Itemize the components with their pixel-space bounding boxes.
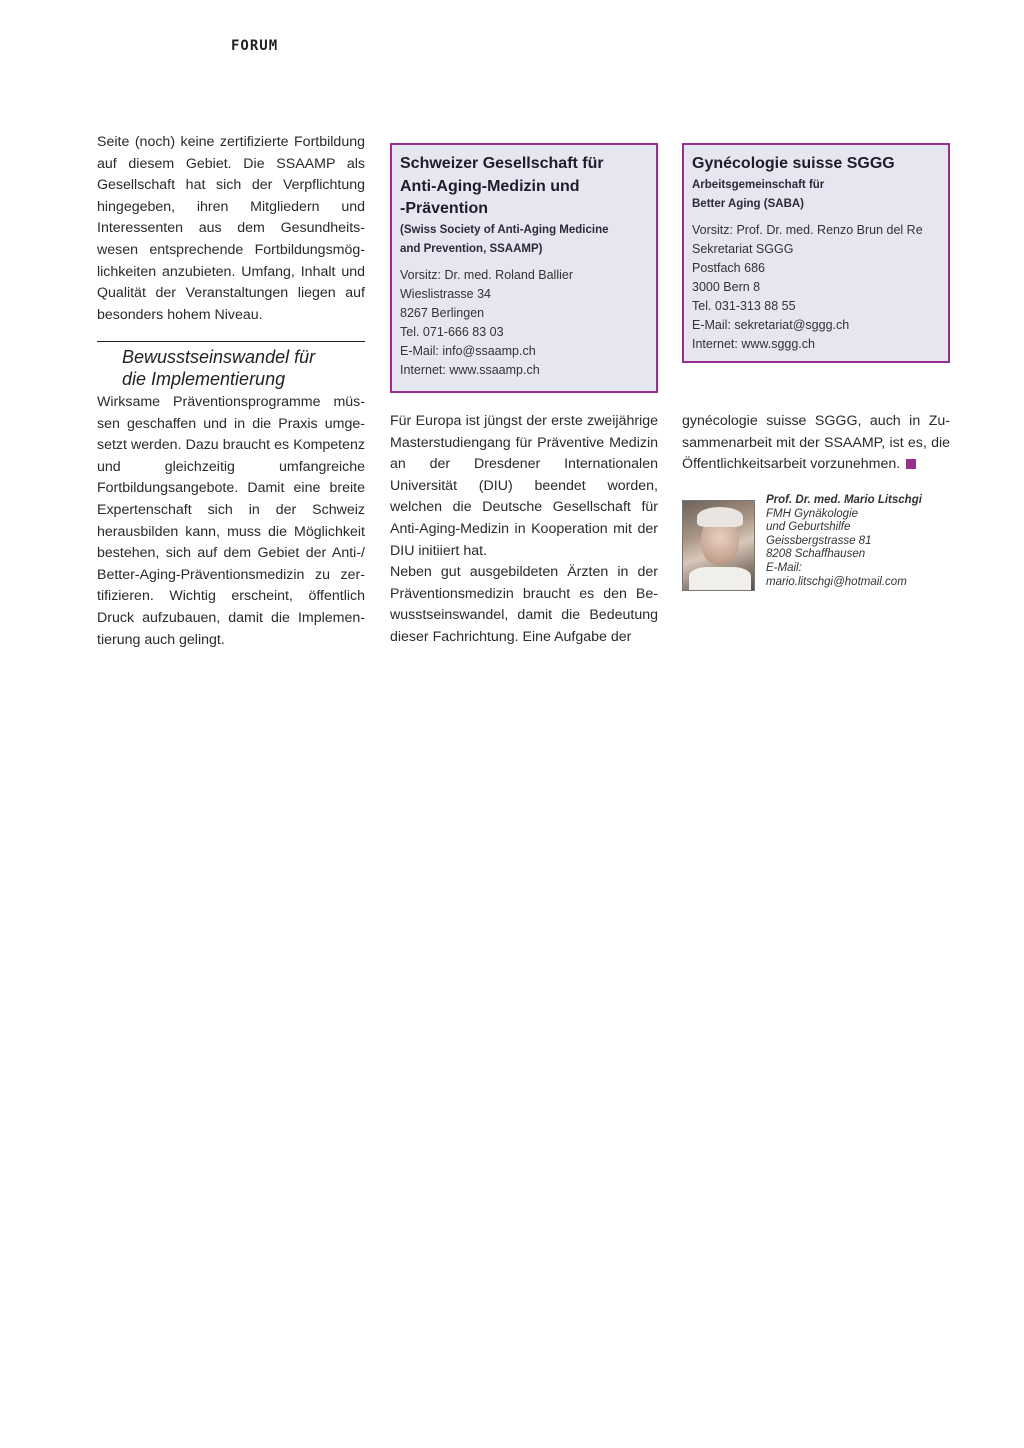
- ssaamp-email[interactable]: E-Mail: info@ssaamp.ch: [400, 343, 536, 358]
- subheading: [97, 346, 365, 390]
- ssaamp-info-box: [390, 143, 658, 393]
- column3-paragraph: [682, 411, 950, 476]
- ssaamp-chair: Vorsitz: Dr. med. Roland Ballier: [400, 267, 573, 282]
- ssaamp-subtitle-line2: and Prevention, SSAAMP): [400, 242, 543, 255]
- sggg-office: Sekretariat SGGG: [692, 241, 794, 256]
- author-street: Geissbergstrasse 81: [766, 534, 872, 547]
- sggg-email[interactable]: E-Mail: sekretariat@sggg.ch: [692, 317, 850, 332]
- ssaamp-title-line3: -Prävention: [400, 200, 489, 217]
- ssaamp-subtitle-line1: (Swiss Society of Anti-Aging Medicine: [400, 223, 609, 236]
- column1-body: [97, 392, 365, 651]
- column3-text: [682, 411, 950, 476]
- author-photo: [682, 500, 755, 591]
- sggg-city: 3000 Bern 8: [692, 279, 761, 294]
- ssaamp-street: Wieslistrasse 34: [400, 286, 491, 301]
- ssaamp-title-line2: Anti-Aging-Medizin und: [400, 177, 580, 195]
- photo-hair: [697, 507, 743, 527]
- author-name: Prof. Dr. med. Mario Litschgi: [766, 494, 922, 506]
- end-of-article-square-icon: [906, 459, 916, 469]
- subheading-line2: die Implementierung: [122, 369, 286, 389]
- column2-paragraph1: Für Europa ist jüngst der erste zweijährige Masterstudiengang für Präventive Medizin an der Dresdener Internationalen Universität (DIU) beendet worden, welchen die Deutsche Gesellschaft für Anti-Aging-Medizin in Kooperation mit der DIU initiiert hat.: [390, 413, 658, 559]
- photo-shirt: [689, 567, 751, 591]
- sggg-pobox: Postfach 686: [692, 260, 765, 275]
- author-city: 8208 Schaffhausen: [766, 548, 866, 561]
- subheading-rule: [97, 341, 365, 342]
- author-email[interactable]: mario.litschgi@hotmail.com: [766, 575, 907, 588]
- ssaamp-phone: Tel. 071-666 83 03: [400, 324, 504, 339]
- ssaamp-city: 8267 Berlingen: [400, 305, 485, 320]
- sggg-internet[interactable]: Internet: www.sggg.ch: [692, 336, 815, 351]
- column2-text: [390, 411, 658, 649]
- sggg-chair: Vorsitz: Prof. Dr. med. Renzo Brun del Re: [692, 222, 923, 237]
- sggg-phone: Tel. 031-313 88 55: [692, 298, 796, 313]
- sggg-title: Gynécologie suisse SGGG: [692, 155, 895, 172]
- column2-paragraph2: Neben gut ausgebildeten Ärzten in der Präventionsmedizin braucht es den Bewusstseinswandel, damit die Bedeutung dieser Fachrichtung. Eine Aufgabe der: [390, 564, 658, 645]
- subheading-line1: Bewusstseinswandel für: [122, 347, 316, 367]
- sggg-subtitle-line2: Better Aging (SABA): [692, 197, 805, 210]
- author-title2: und Geburtshilfe: [766, 521, 851, 534]
- ssaamp-internet[interactable]: Internet: www.ssaamp.ch: [400, 362, 540, 377]
- sggg-subtitle-line1: Arbeitsgemeinschaft für: [692, 178, 825, 191]
- author-info: [766, 494, 956, 589]
- column1-text: [97, 132, 365, 326]
- column3-sentence: gynécologie suisse SGGG, auch in Zusammenarbeit mit der SSAAMP, ist es, die Öffentlichkeitsarbeit vorzunehmen.: [682, 413, 950, 473]
- author-email-label: E-Mail:: [766, 561, 802, 574]
- ssaamp-title-line1: Schweizer Gesellschaft für: [400, 155, 604, 172]
- author-title1: FMH Gynäkologie: [766, 507, 859, 520]
- section-header: FORUM: [231, 38, 279, 54]
- column1-paragraph: Seite (noch) keine zertifizierte Fortbildung auf diesem Gebiet. Die SSAAMP als Gesellschaft hat sich der Verpflichtung hingegeben, ihren Mitgliedern und Interessenten aus dem Gesundheitswesen entsprechende Fortbildungsmöglichkeiten anzubieten. Umfang, Inhalt und Qualität der Veranstaltungen liegen auf besonders hohem Niveau.: [97, 134, 365, 323]
- sggg-info-box: [682, 143, 950, 363]
- column1-body-paragraph: Wirksame Präventionsprogramme müssen geschaffen und in die Praxis umgesetzt werden. Dazu braucht es Kompetenz und gleichzeitig umfangreiche Fortbildungsangebote. Damit eine breite Expertenschaft sich in der Schweiz herausbilden kann, muss die Möglichkeit bestehen, sich auf dem Gebiet der Anti-/ Better-Aging-Präventionsmedizin zu zertifizieren. Wichtig erscheint, öffentlich Druck aufzubauen, damit die Implementierung auch gelingt.: [97, 394, 365, 648]
